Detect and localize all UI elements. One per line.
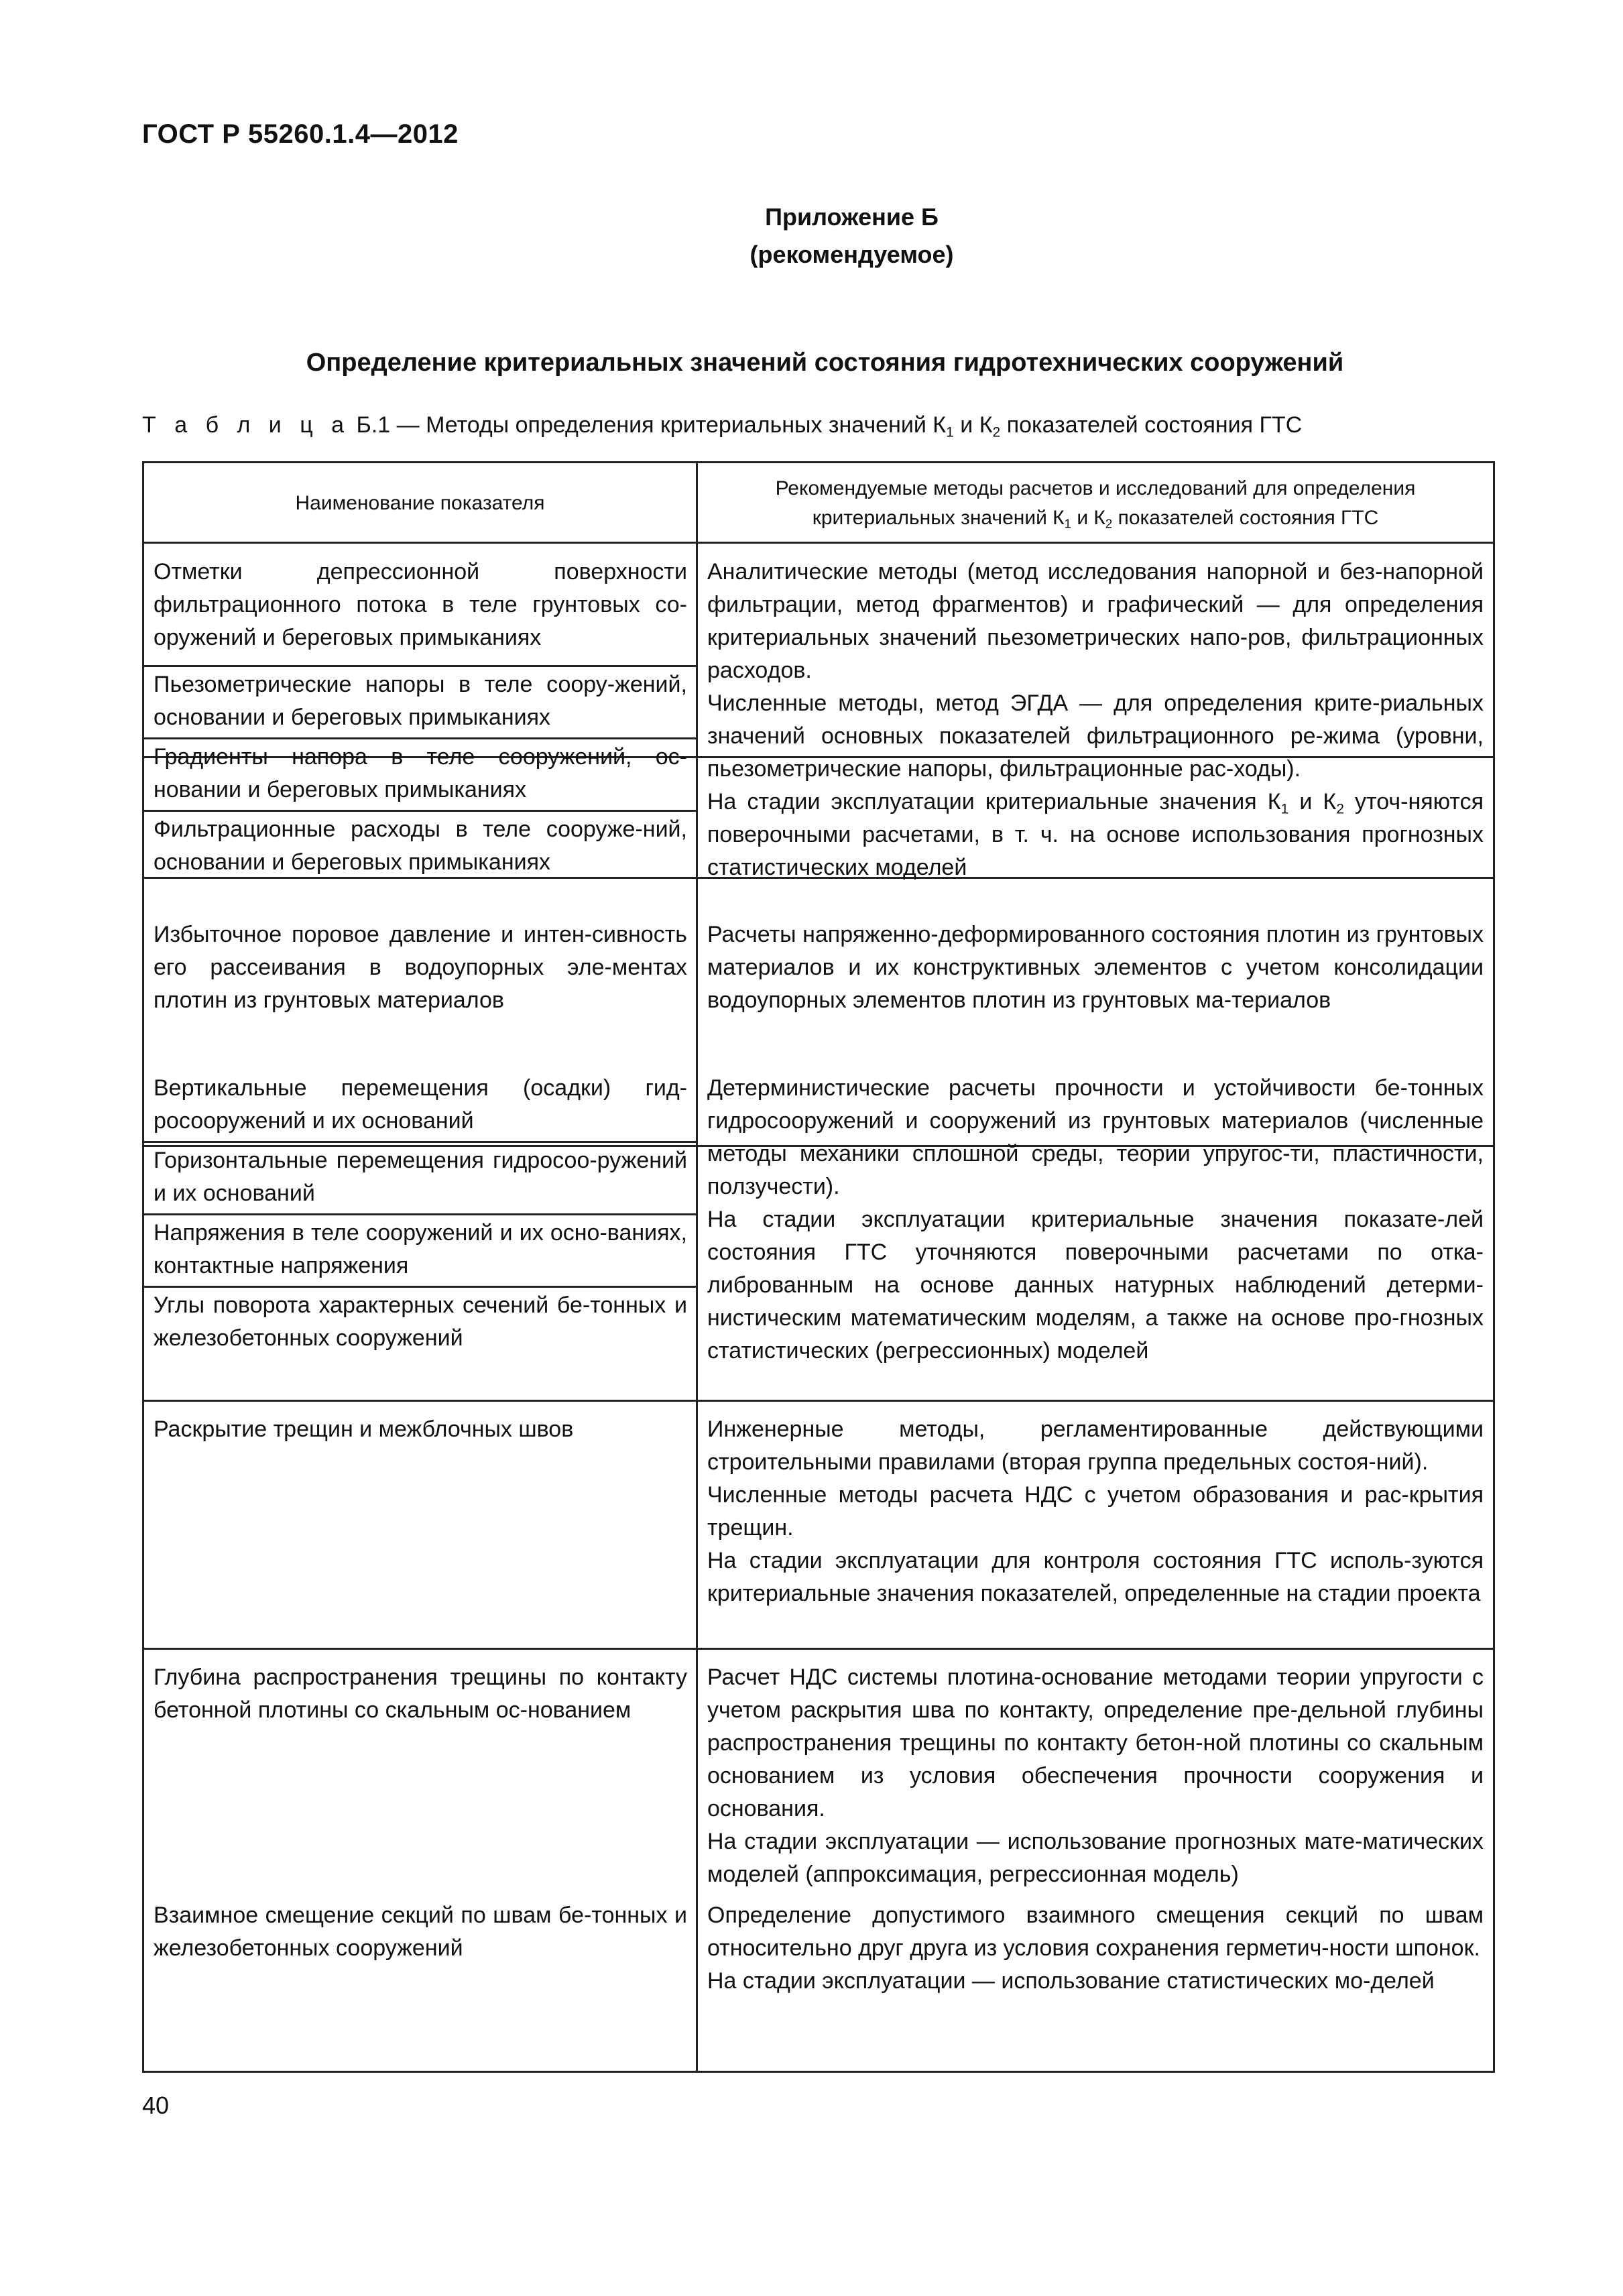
subscript: 2 bbox=[992, 424, 1001, 440]
method-cell: Расчеты напряженно-деформированного состояния плотин из грунтовых материалов и их конструктивных элементов с учетом консолидации водоупорных элементов плотин из грунтовых ма-териалов bbox=[707, 922, 1484, 1013]
table-caption-text: показателей состояния ГТС bbox=[1000, 412, 1303, 438]
appendix-heading: Определение критериальных значений состояния гидротехнических сооружений bbox=[306, 349, 1344, 377]
appendix-block bbox=[0, 198, 1623, 274]
subrow-divider bbox=[144, 665, 696, 667]
table-caption-text: и К bbox=[953, 412, 993, 438]
indicator-cell: Взаимное смещение секций по швам бе-тонных и железобетонных сооружений bbox=[154, 1902, 687, 1961]
table-caption bbox=[142, 412, 1302, 438]
subscript: 1 bbox=[1280, 801, 1289, 817]
method-cell: Определение допустимого взаимного смещения секций по швам относительно друг друга из условия сохранения герметич-ности шпонок. На стадии эксплуатации — использование статистических мо-делей bbox=[707, 1902, 1484, 1994]
header-text: показателей состояния ГТС bbox=[1112, 507, 1379, 529]
table-caption-label: Т а б л и ц а bbox=[142, 412, 351, 438]
indicator-cell: Пьезометрические напоры в теле соору-жений, основании и береговых примыканиях bbox=[154, 672, 687, 730]
appendix-title: Приложение Б bbox=[765, 203, 939, 231]
subrow-divider bbox=[144, 1286, 696, 1288]
method-paragraph: Численные методы, метод ЭГДА — для определения крите-риальных значений основных показателей фильтрационного ре-жима (уровни, пьезометрические напоры, фильтрационные рас-ходы). bbox=[707, 690, 1484, 782]
subrow-divider bbox=[144, 1141, 696, 1143]
method-paragraph: Аналитические методы (метод исследования напорной и без-напорной фильтрации, метод фрагментов) и графический — для определения критериальных значений пьезометрических напо-ров, фильтрационных расходов. bbox=[707, 559, 1484, 683]
row-divider bbox=[144, 1400, 1493, 1402]
subscript: 2 bbox=[1105, 516, 1113, 531]
subscript: 1 bbox=[1064, 516, 1071, 531]
column-divider bbox=[696, 463, 698, 2071]
indicator-cell: Отметки депрессионной поверхности фильтрационного потока в теле грунтовых со-оружений и береговых примыканиях bbox=[154, 559, 687, 650]
row-divider bbox=[144, 1648, 1493, 1650]
table-caption-number: Б.1 — bbox=[356, 412, 420, 438]
indicator-cell: Раскрытие трещин и межблочных швов bbox=[154, 1416, 574, 1442]
method-cell: Расчет НДС системы плотина-основание методами теории упругости с учетом раскрытия шва по контакту, определение пре-дельной глубины распространения трещины по контакту бетон-ной плотины со скальным основанием из условия обеспечения прочности сооружения и основания. На стадии эксплуатации — использование прогнозных мате-матических моделей (аппроксимация, регрессионная модель) bbox=[707, 1665, 1484, 1887]
header-text: и К bbox=[1071, 507, 1105, 529]
indicator-cell: Горизонтальные перемещения гидросоо-ружений и их оснований bbox=[154, 1148, 687, 1206]
method-text: уточ-няются поверочными расчетами, в т. ч. на основе использования прогнозных статистических моделей bbox=[707, 789, 1484, 880]
method-cell: Детерминистические расчеты прочности и устойчивости бе-тонных гидросооружений и сооружений из грунтовых материалов (численные методы механики сплошной среды, теории упругос-ти, пластичности, ползучести). На стадии эксплуатации критериальные значения показате-лей состояния ГТС уточняются поверочными расчетами по откa-либрованным на основе данных натурных наблюдений детерми-нистическим математическим моделям, а также на основе про-гнозных статистических (регрессионных) моделей bbox=[707, 1075, 1484, 1364]
standard-code: ГОСТ Р 55260.1.4—2012 bbox=[142, 119, 459, 149]
column-header-indicator: Наименование показателя bbox=[295, 492, 545, 514]
indicator-cell: Фильтрационные расходы в теле сооруже-ний, основании и береговых примыканиях bbox=[154, 817, 687, 875]
subscript: 2 bbox=[1336, 801, 1344, 817]
header-text: Рекомендуемые методы расчетов и исследований для определения критериальных значений К bbox=[775, 477, 1416, 529]
page-number: 40 bbox=[142, 2092, 170, 2119]
column-header-methods bbox=[698, 463, 1493, 544]
method-text: и К bbox=[1288, 789, 1337, 814]
subscript: 1 bbox=[946, 424, 954, 440]
subrow-divider bbox=[144, 1213, 696, 1215]
indicator-cell: Глубина распространения трещины по контакту бетонной плотины со скальным ос-нованием bbox=[154, 1665, 687, 1723]
method-text: На стадии эксплуатации критериальные значения К bbox=[707, 789, 1281, 814]
table-caption-text: Методы определения критериальных значений К bbox=[426, 412, 947, 438]
indicator-cell: Градиенты напора в теле сооружений, ос-новании и береговых примыканиях bbox=[154, 744, 687, 802]
indicator-cell: Углы поворота характерных сечений бе-тонных и железобетонных сооружений bbox=[154, 1292, 687, 1351]
method-cell bbox=[707, 556, 1484, 884]
indicator-cell: Вертикальные перемещения (осадки) гид-росооружений и их оснований bbox=[154, 1075, 687, 1134]
method-paragraph bbox=[707, 789, 1484, 880]
appendix-status: (рекомендуемое) bbox=[749, 241, 954, 268]
method-cell: Инженерные методы, регламентированные действующими строительными правилами (вторая группа предельных состоя-ний). Численные методы расчета НДС с учетом образования и рас-крытия трещин. На стадии эксплуатации для контроля состояния ГТС исполь-зуются критериальные значения показателей, определенные на стадии проекта bbox=[707, 1416, 1484, 1606]
methods-table bbox=[142, 461, 1495, 2073]
subrow-divider bbox=[144, 810, 696, 812]
subrow-divider bbox=[144, 737, 696, 739]
indicator-cell: Напряжения в теле сооружений и их осно-ваниях, контактные напряжения bbox=[154, 1220, 687, 1278]
indicator-cell: Избыточное поровое давление и интен-сивность его рассеивания в водоупорных эле-ментах плотин из грунтовых материалов bbox=[154, 922, 687, 1013]
